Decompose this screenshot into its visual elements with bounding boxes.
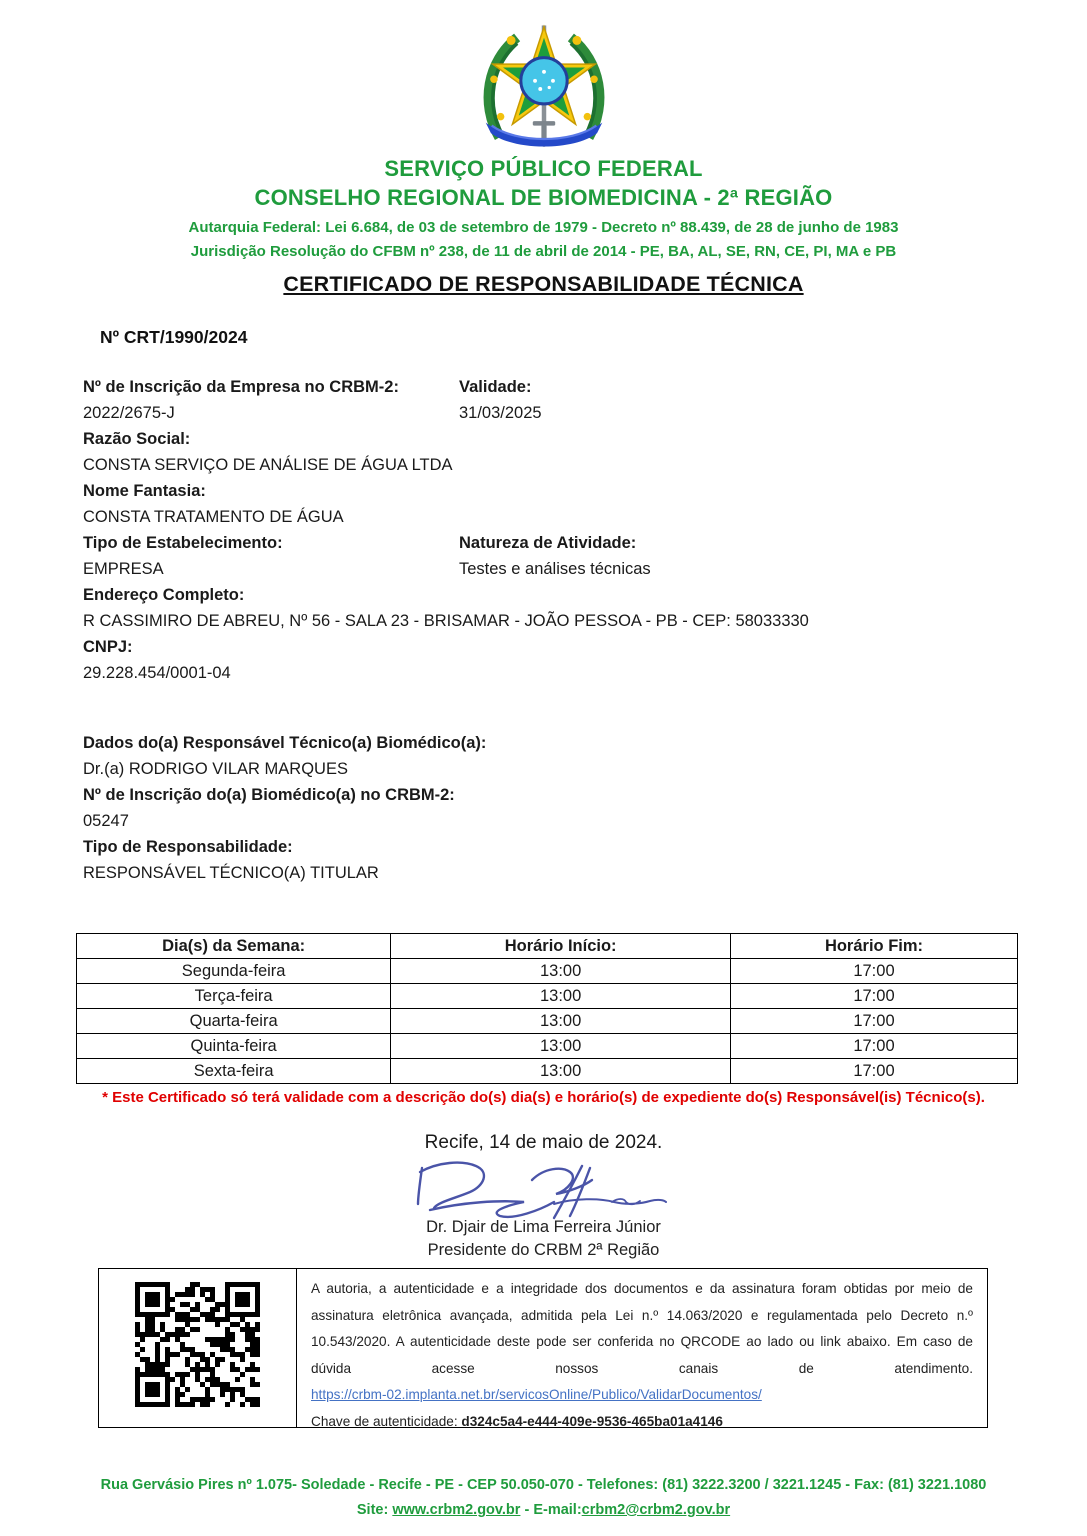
cell-end: 17:00 bbox=[730, 959, 1017, 984]
table-row bbox=[77, 959, 1018, 984]
cell-day: Terça-feira bbox=[77, 984, 391, 1009]
razao-social-label: Razão Social: bbox=[83, 430, 191, 448]
table-row bbox=[77, 1059, 1018, 1084]
auth-key-value: d324c5a4-e444-409e-9536-465ba01a4146 bbox=[461, 1413, 723, 1429]
col-header-dias: Dia(s) da Semana: bbox=[77, 934, 391, 959]
page-title: CERTIFICADO DE RESPONSABILIDADE TÉCNICA bbox=[283, 272, 804, 296]
auth-key-label: Chave de autenticidade: bbox=[311, 1413, 462, 1429]
header-servico-publico: SERVIÇO PÚBLICO FEDERAL bbox=[384, 156, 703, 181]
signature-container bbox=[0, 1158, 1087, 1224]
handwritten-signature-icon bbox=[404, 1158, 684, 1224]
table-row bbox=[77, 1009, 1018, 1034]
footer-email-prefix: - E-mail: bbox=[520, 1502, 582, 1518]
validade-label: Validade: bbox=[459, 378, 532, 396]
header-conselho: CONSELHO REGIONAL DE BIOMEDICINA - 2ª REGIÃO bbox=[254, 185, 833, 210]
auth-line-3: 10.543/2020. A autenticidade deste pode ser conferida no QRCODE ao lado ou link abaixo. Em caso de bbox=[311, 1334, 973, 1349]
authenticity-box bbox=[98, 1268, 988, 1428]
company-inscricao-value: 2022/2675-J bbox=[83, 404, 175, 422]
footer bbox=[0, 1477, 1087, 1518]
dados-responsavel-label: Dados do(a) Responsável Técnico(a) Biomédico(a): bbox=[83, 734, 487, 752]
cell-end: 17:00 bbox=[730, 1059, 1017, 1084]
responsavel-nome-value: Dr.(a) RODRIGO VILAR MARQUES bbox=[83, 760, 348, 778]
responsible-fields bbox=[83, 730, 1023, 886]
header-autarquia: Autarquia Federal: Lei 6.684, de 03 de setembro de 1979 - Decreto nº 88.439, de 28 de junho de 1983 bbox=[188, 219, 899, 236]
auth-line-1: A autoria, a autenticidade e a integridade dos documentos e da assinatura foram obtidas por meio de bbox=[311, 1281, 973, 1296]
natureza-value: Testes e análises técnicas bbox=[459, 560, 651, 578]
validade-value: 31/03/2025 bbox=[459, 404, 542, 422]
auth-line-2: assinatura eletrônica avançada, admitida pela Lei n.º 14.063/2020 e regulamentada pelo Decreto n.º bbox=[311, 1307, 973, 1323]
table-row bbox=[77, 984, 1018, 1009]
natureza-label: Natureza de Atividade: bbox=[459, 534, 637, 552]
qr-cell bbox=[99, 1269, 297, 1427]
cell-day: Quinta-feira bbox=[77, 1034, 391, 1059]
schedule-table bbox=[76, 933, 1018, 1084]
cell-start: 13:00 bbox=[391, 1034, 731, 1059]
email-link[interactable]: crbm2@crbm2.gov.br bbox=[581, 1502, 731, 1518]
tipo-responsabilidade-value: RESPONSÁVEL TÉCNICO(A) TITULAR bbox=[83, 864, 379, 882]
site-link[interactable]: www.crbm2.gov.br bbox=[392, 1502, 521, 1518]
tipo-estabelecimento-value: EMPRESA bbox=[83, 560, 164, 578]
brazil-coat-of-arms-icon bbox=[465, 12, 623, 154]
col-header-fim: Horário Fim: bbox=[730, 934, 1017, 959]
cell-end: 17:00 bbox=[730, 1009, 1017, 1034]
nome-fantasia-label: Nome Fantasia: bbox=[83, 482, 206, 500]
qr-code-icon bbox=[135, 1282, 260, 1407]
tipo-estabelecimento-label: Tipo de Estabelecimento: bbox=[83, 534, 283, 552]
cell-end: 17:00 bbox=[730, 984, 1017, 1009]
signatory-name: Dr. Djair de Lima Ferreira Júnior bbox=[426, 1218, 661, 1236]
header-jurisdicao: Jurisdição Resolução do CFBM nº 238, de 11 de abril de 2014 - PE, BA, AL, SE, RN, CE, PI, MA e PB bbox=[190, 243, 897, 260]
emblem-container bbox=[0, 0, 1087, 154]
cell-start: 13:00 bbox=[391, 959, 731, 984]
cell-day: Quarta-feira bbox=[77, 1009, 391, 1034]
auth-line-4: dúvida acesse nossos canais de atendimento. bbox=[311, 1360, 973, 1376]
tipo-responsabilidade-label: Tipo de Responsabilidade: bbox=[83, 838, 293, 856]
signatory-role: Presidente do CRBM 2ª Região bbox=[427, 1241, 660, 1259]
col-header-inicio: Horário Início: bbox=[391, 934, 731, 959]
auth-text bbox=[297, 1269, 987, 1427]
responsavel-inscricao-value: 05247 bbox=[83, 812, 129, 830]
footer-contacts bbox=[0, 1502, 1087, 1518]
table-header-row bbox=[77, 934, 1018, 959]
cell-day: Segunda-feira bbox=[77, 959, 391, 984]
responsavel-inscricao-label: Nº de Inscrição do(a) Biomédico(a) no CRBM-2: bbox=[83, 786, 455, 804]
nome-fantasia-value: CONSTA TRATAMENTO DE ÁGUA bbox=[83, 508, 344, 526]
company-fields bbox=[83, 374, 1023, 686]
cell-end: 17:00 bbox=[730, 1034, 1017, 1059]
auth-key-line bbox=[311, 1409, 973, 1436]
certificate-number: Nº CRT/1990/2024 bbox=[100, 327, 248, 347]
validity-note: * Este Certificado só terá validade com a descrição do(s) dia(s) e horário(s) de expediente do(s) Responsável(is) Técnico(s). bbox=[102, 1089, 985, 1106]
company-inscricao-label: Nº de Inscrição da Empresa no CRBM-2: bbox=[83, 378, 399, 396]
cell-start: 13:00 bbox=[391, 984, 731, 1009]
footer-site-prefix: Site: bbox=[356, 1502, 393, 1518]
endereco-value: R CASSIMIRO DE ABREU, Nº 56 - SALA 23 - BRISAMAR - JOÃO PESSOA - PB - CEP: 58033330 bbox=[83, 612, 809, 630]
cnpj-label: CNPJ: bbox=[83, 638, 133, 656]
footer-address: Rua Gervásio Pires nº 1.075- Soledade - Recife - PE - CEP 50.050-070 - Telefones: (81) 3222.3200 / 3221.1245 - Fax: (81) 3221.1080 bbox=[100, 1477, 987, 1493]
table-row bbox=[77, 1034, 1018, 1059]
date-line: Recife, 14 de maio de 2024. bbox=[424, 1132, 663, 1153]
cell-day: Sexta-feira bbox=[77, 1059, 391, 1084]
cnpj-value: 29.228.454/0001-04 bbox=[83, 664, 231, 682]
validation-link[interactable]: https://crbm-02.implanta.net.br/servicosOnline/Publico/ValidarDocumentos/ bbox=[311, 1387, 762, 1402]
endereco-label: Endereço Completo: bbox=[83, 586, 245, 604]
cell-start: 13:00 bbox=[391, 1059, 731, 1084]
cell-start: 13:00 bbox=[391, 1009, 731, 1034]
razao-social-value: CONSTA SERVIÇO DE ANÁLISE DE ÁGUA LTDA bbox=[83, 456, 453, 474]
